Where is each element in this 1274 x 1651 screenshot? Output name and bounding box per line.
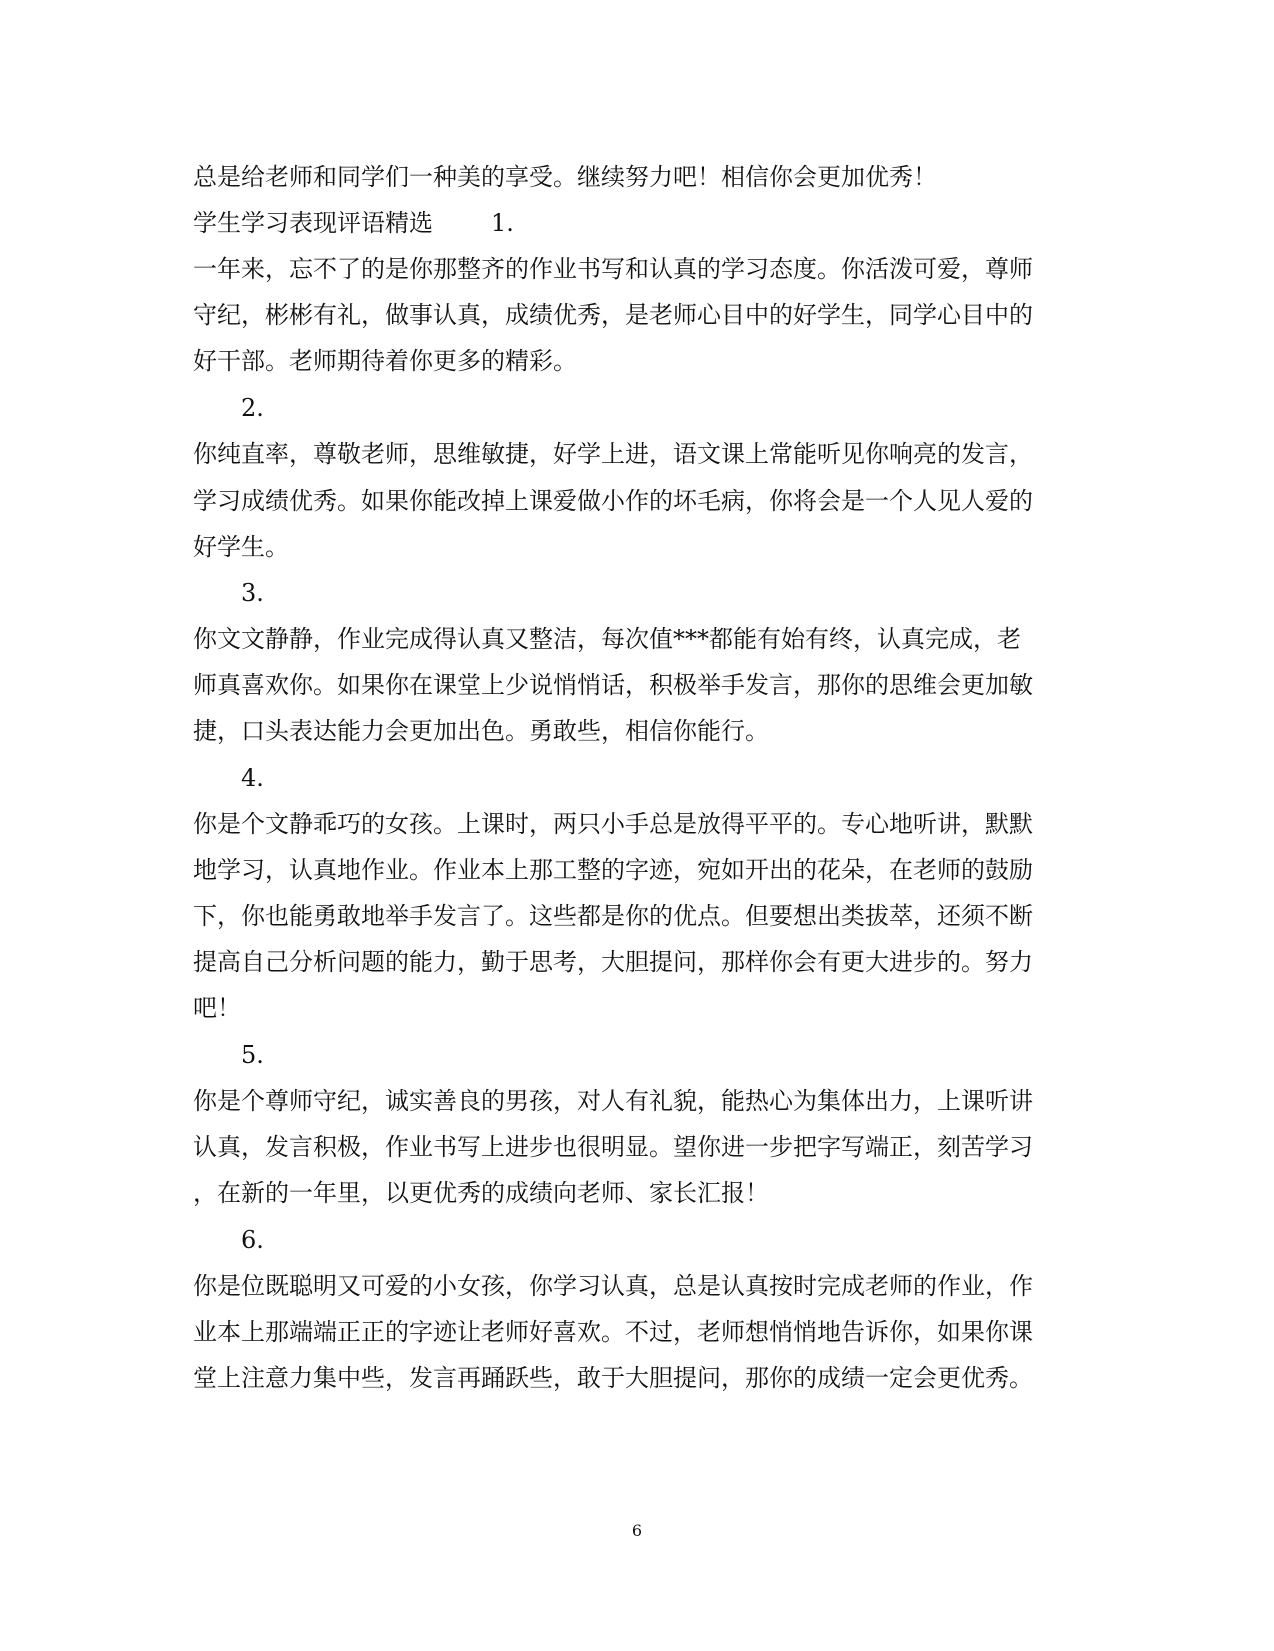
text-line: 师真喜欢你。如果你在课堂上少说悄悄话，积极举手发言，那你的思维会更加敏	[193, 671, 1033, 699]
text-line: 你是位既聪明又可爱的小女孩，你学习认真，总是认真按时完成老师的作业，作	[193, 1272, 1033, 1300]
text-line: 你纯直率，尊敬老师，思维敏捷，好学上进，语文课上常能听见你响亮的发言，	[193, 440, 1033, 468]
item-number: 5.	[241, 1041, 264, 1069]
text-line: 守纪，彬彬有礼，做事认真，成绩优秀，是老师心目中的好学生，同学心目中的	[193, 301, 1033, 329]
text-line: 吧！	[193, 994, 241, 1022]
text-line: 学习成绩优秀。如果你能改掉上课爱做小作的坏毛病，你将会是一个人见人爱的	[193, 487, 1033, 515]
text-line: 一年来，忘不了的是你那整齐的作业书写和认真的学习态度。你活泼可爱，尊师	[193, 255, 1033, 283]
text-line: 总是给老师和同学们一种美的享受。继续努力吧！相信你会更加优秀！	[193, 163, 937, 191]
section-heading: 学生学习表现评语精选	[193, 209, 433, 237]
text-line: 捷，口头表达能力会更加出色。勇敢些，相信你能行。	[193, 717, 769, 745]
text-line: 地学习，认真地作业。作业本上那工整的字迹，宛如开出的花朵，在老师的鼓励	[193, 856, 1033, 884]
text-line: 你是个文静乖巧的女孩。上课时，两只小手总是放得平平的。专心地听讲，默默	[193, 810, 1033, 838]
text-line: 堂上注意力集中些，发言再踊跃些，敢于大胆提问，那你的成绩一定会更优秀。	[193, 1364, 1033, 1392]
text-line: 好学生。	[193, 533, 289, 561]
item-number: 3.	[241, 579, 264, 607]
page-number: 6	[631, 1521, 643, 1540]
text-line: 提高自己分析问题的能力，勤于思考，大胆提问，那样你会有更大进步的。努力	[193, 948, 1033, 976]
text-line: 好干部。老师期待着你更多的精彩。	[193, 347, 577, 375]
text-line: 你文文静静，作业完成得认真又整洁，每次值***都能有始有终，认真完成，老	[193, 625, 1021, 653]
text-line: 下，你也能勇敢地举手发言了。这些都是你的优点。但要想出类拔萃，还须不断	[193, 902, 1033, 930]
text-line: 你是个尊师守纪，诚实善良的男孩，对人有礼貌，能热心为集体出力，上课听讲	[193, 1087, 1033, 1115]
item-number: 6.	[241, 1226, 264, 1254]
text-line: 认真，发言积极，作业书写上进步也很明显。望你进一步把字写端正，刻苦学习	[193, 1133, 1033, 1161]
item-number: 2.	[241, 394, 264, 422]
text-line: ，在新的一年里，以更优秀的成绩向老师、家长汇报！	[193, 1179, 769, 1207]
text-line: 业本上那端端正正的字迹让老师好喜欢。不过，老师想悄悄地告诉你，如果你课	[193, 1318, 1033, 1346]
item-number: 4.	[241, 764, 264, 792]
item-number: 1.	[491, 209, 514, 237]
